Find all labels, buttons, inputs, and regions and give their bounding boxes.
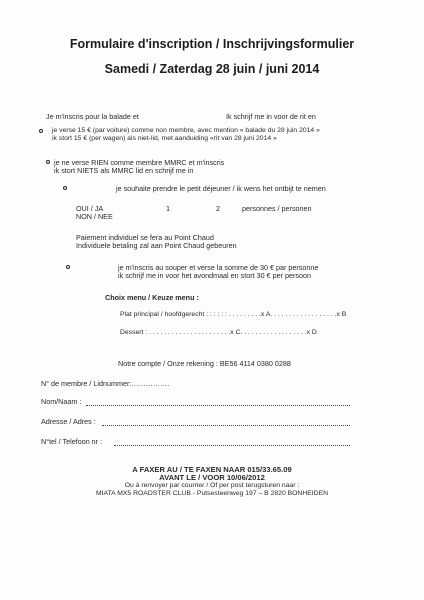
lunch-one[interactable]: 1 — [166, 204, 170, 213]
menu-choice-label: Choix menu / Keuze menu : — [105, 293, 199, 302]
phone-field[interactable] — [114, 445, 350, 446]
option2-checkbox[interactable] — [46, 160, 50, 164]
dinner-nl: ik schrijf me in voor het avondmaal en stort 30 € per persoon — [118, 271, 311, 280]
lunch-payment-fr: Paiement individuel se fera au Point Chaud — [76, 233, 214, 242]
form-title: Formulaire d'inscription / Inschrijvingsformulier — [69, 37, 355, 51]
event-date: Samedi / Zaterdag 28 juin / juni 2014 — [104, 62, 320, 76]
option2-fr: je ne verse RIEN comme membre MMRC et m'inscris — [54, 158, 225, 167]
name-field[interactable] — [86, 405, 350, 406]
bank-account: Notre compte / Onze rekening : BE56 4114 0380 0288 — [118, 359, 291, 368]
dinner-checkbox[interactable] — [66, 265, 70, 269]
member-number-field[interactable]: N° de membre / Lidnummer:……………. — [41, 379, 170, 388]
club-address: MIATA MX5 ROADSTER CLUB - Putsesteenweg 197 – B 2820 BONHEIDEN — [95, 490, 329, 497]
menu-dessert-line[interactable]: Dessert : . . . . . . . . . . . . . . . . . . . . . .x C. . . . . . . . . . . . . . . . . .x D — [120, 329, 317, 336]
lunch-checkbox[interactable] — [63, 186, 67, 190]
lunch-no[interactable]: NON / NEE — [76, 212, 113, 221]
address-label: Adresse / Adres : — [41, 417, 96, 426]
lunch-two[interactable]: 2 — [216, 204, 220, 213]
lunch-yes[interactable]: OUI / JA — [76, 204, 104, 213]
lunch-payment-nl: Individuele betaling zal aan Point Chaud gebeuren — [76, 241, 237, 250]
option1-fr: je verse 15 € (par voiture) comme non membre, avec mention « balade du 28 juin 2014 » — [52, 127, 320, 134]
address-field[interactable] — [102, 425, 350, 426]
dinner-fr: je m'inscris au souper et verse la somme de 30 € par personne — [118, 263, 319, 272]
phone-label: N°tel / Telefoon nr : — [41, 437, 103, 446]
option1-nl: ik stort 15 € (per wagen) als niet-lid, met aanduiding «rit van 28 juni 2014 » — [52, 135, 277, 142]
intro-fr: Je m'inscris pour la balade et — [46, 112, 139, 121]
menu-main-line[interactable]: Plat principal / hoofdgerecht : : : : : : . . . . . . . . .x A. . . . . . . . . . . . . . . . . .x B — [120, 311, 347, 318]
option1-checkbox[interactable] — [39, 129, 43, 133]
fax-instruction: A FAXER AU / TE FAXEN NAAR 015/33.65.09 — [132, 465, 292, 474]
lunch-question: je souhaite prendre le petit déjeuner / ik wens het ontbijt te nemen — [116, 184, 326, 193]
intro-nl: Ik schrijf me in voor de rit en — [226, 112, 316, 121]
deadline: AVANT LE / VOOR 10/06/2012 — [159, 473, 265, 482]
option2-nl: ik stort NIETS als MMRC lid en schrijf me in — [54, 166, 194, 175]
post-instruction: Ou à renvoyer par courrier / Of per post terugsturen naar : — [124, 482, 300, 489]
name-label: Nom/Naam : — [41, 397, 82, 406]
lunch-persons: personnes / personen — [242, 204, 312, 213]
